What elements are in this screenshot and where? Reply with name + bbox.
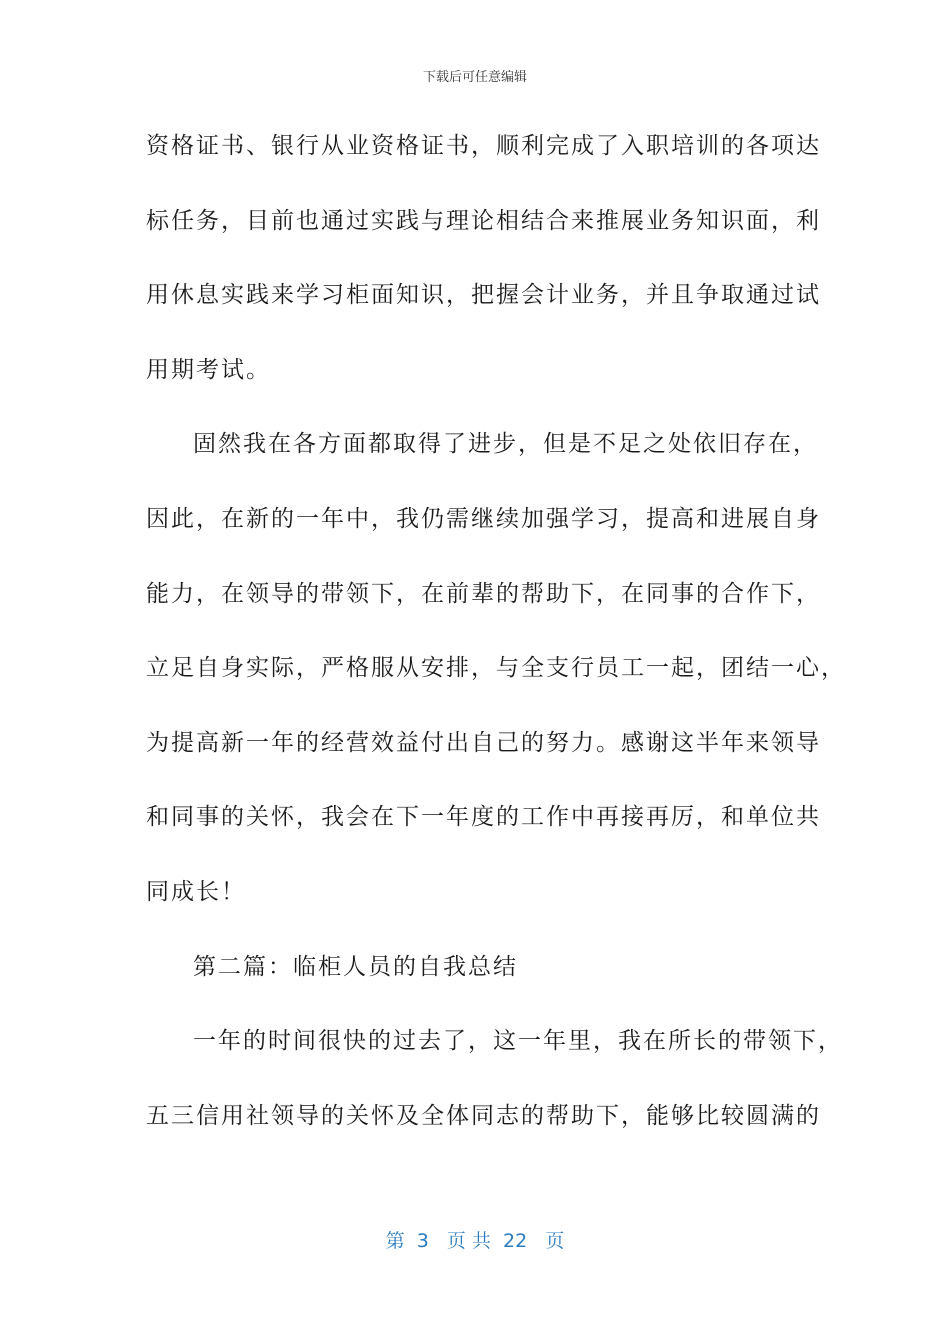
text-line: 标任务，目前也通过实践与理论相结合来推展业务知识面，利 <box>146 207 821 234</box>
text-line: 因此，在新的一年中，我仍需继续加强学习，提高和进展自身 <box>146 505 821 532</box>
text-line: 五三信用社领导的关怀及全体同志的帮助下，能够比较圆满的 <box>146 1102 821 1129</box>
text-line: 为提高新一年的经营效益付出自己的努力。感谢这半年来领导 <box>146 729 821 756</box>
text-line: 固然我在各方面都取得了进步，但是不足之处依旧存在， <box>193 431 818 458</box>
text-line: 用休息实践来学习柜面知识，把握会计业务，并且争取通过试 <box>146 282 821 309</box>
text-line: 用期考试。 <box>146 356 271 383</box>
page-number-footer: 第 3 页 共 22 页 <box>385 1230 565 1252</box>
text-line: 能力，在领导的带领下，在前辈的帮助下，在同事的合作下， <box>146 580 821 607</box>
text-line: 同成长！ <box>146 878 246 905</box>
text-line: 一年的时间很快的过去了，这一年里，我在所长的带领下， <box>193 1028 843 1055</box>
text-line: 和同事的关怀，我会在下一年度的工作中再接再厉，和单位共 <box>146 804 821 831</box>
document-body <box>146 128 846 1172</box>
text-line: 立足自身实际，严格服从安排，与全支行员工一起，团结一心， <box>146 655 846 682</box>
page-header: 下载后可任意编辑 <box>422 70 527 85</box>
section-heading: 第二篇：临柜人员的自我总结 <box>193 953 518 980</box>
text-line: 资格证书、银行从业资格证书，顺利完成了入职培训的各项达 <box>146 133 821 159</box>
